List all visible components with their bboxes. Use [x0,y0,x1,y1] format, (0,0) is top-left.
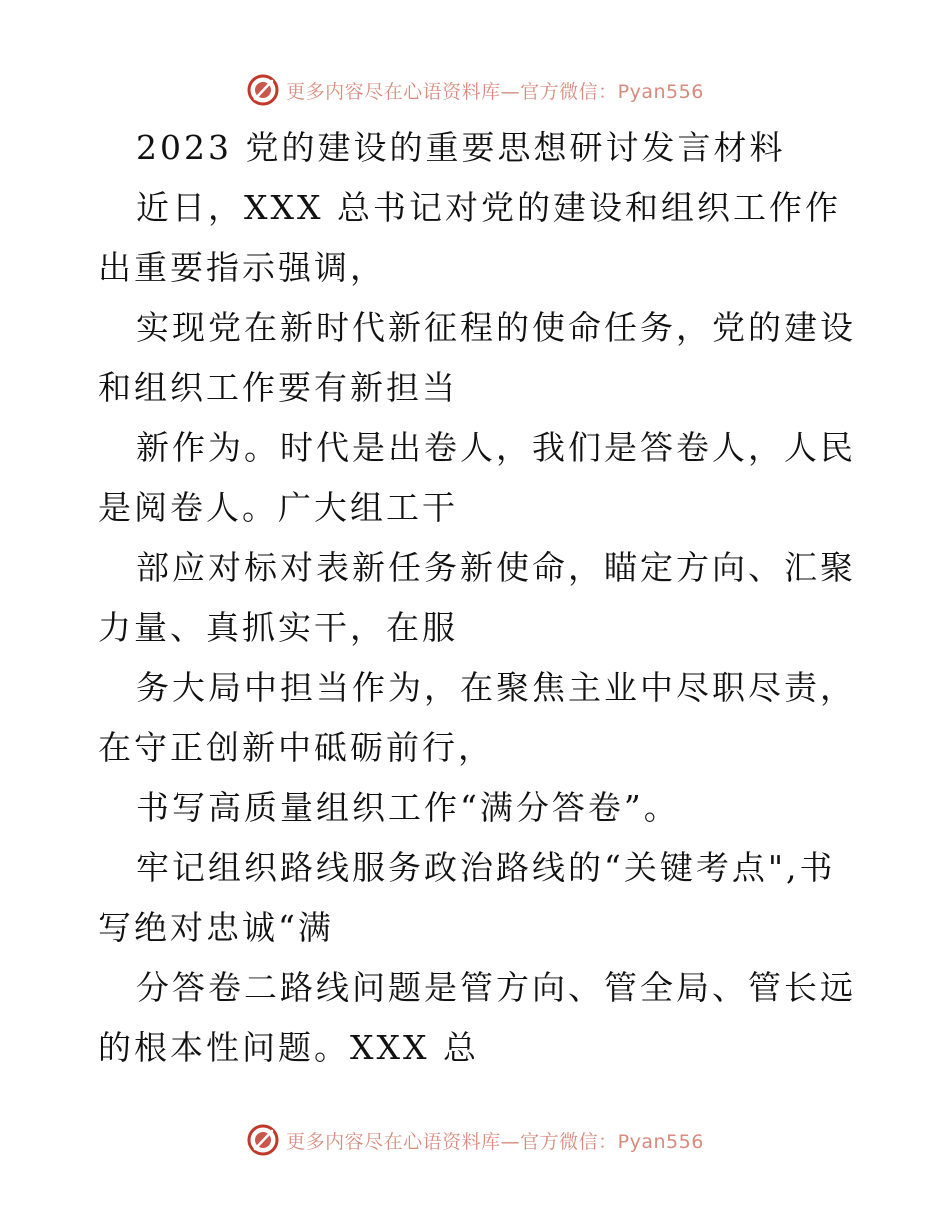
document-body [98,118,858,1078]
header-watermark [0,70,950,110]
paragraph: 牢记组织路线服务政治路线的“关键考点",书写绝对忠诚“满 [98,848,836,947]
paragraph: 书写高质量组织工作“满分答卷”。 [136,788,680,827]
paragraph: 分答卷二路线问题是管方向、管全局、管长远的根本性问题。XXX 总 [98,968,856,1067]
paragraph: 实现党在新时代新征程的使命任务，党的建设和组织工作要有新担当 [98,308,856,407]
paragraph: 部应对标对表新任务新使命，瞄定方向、汇聚力量、真抓实干，在服 [98,548,856,647]
watermark-text: 更多内容尽在心语资料库—官方微信：Pyan556 [286,1130,704,1153]
footer-watermark [0,1120,950,1160]
paragraph: 近日，XXX 总书记对党的建设和组织工作作出重要指示强调， [98,188,841,287]
red-circle-seal-icon [246,73,280,107]
paragraph: 务大局中担当作为，在聚焦主业中尽职尽责，在守正创新中砥砺前行， [98,668,856,767]
watermark-text: 更多内容尽在心语资料库—官方微信：Pyan556 [286,80,704,103]
red-circle-seal-icon [246,1123,280,1157]
paragraph: 新作为。时代是出卷人，我们是答卷人，人民是阅卷人。广大组工干 [98,428,856,527]
document-title: 2023 党的建设的重要思想研讨发言材料 [136,128,786,167]
